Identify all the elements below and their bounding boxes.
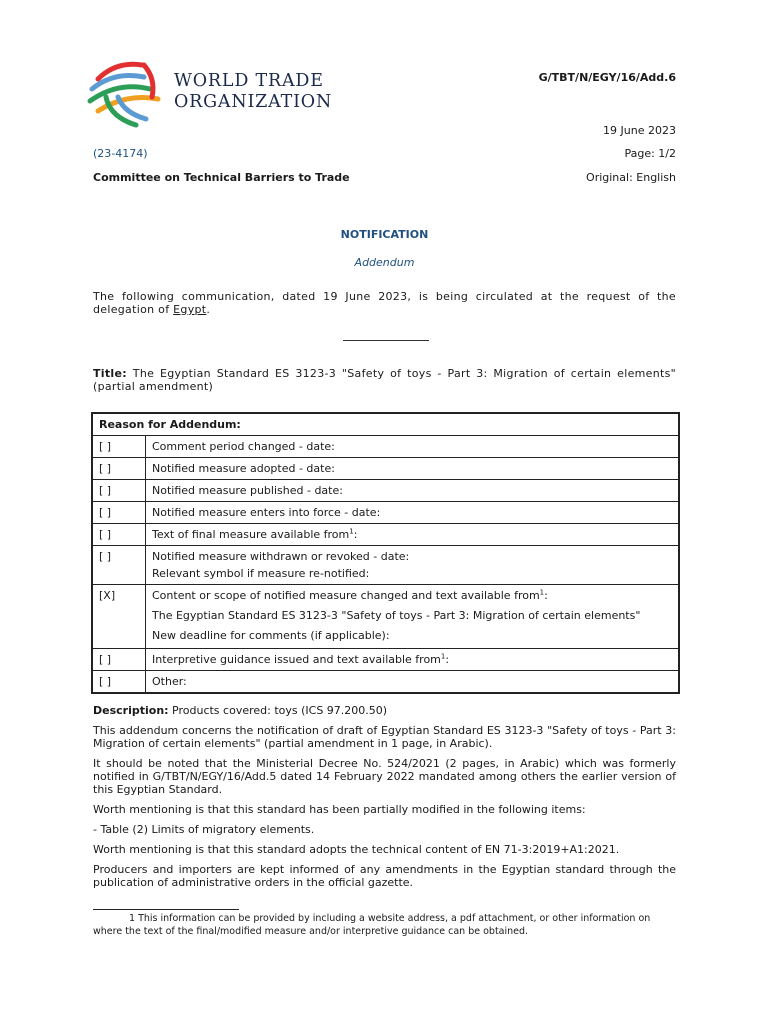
table-row [92, 480, 679, 502]
footnote-ref: 1 [539, 588, 545, 597]
reason-text-tail: : [445, 653, 450, 666]
checkbox-mark: [ ] [92, 458, 146, 480]
reason-text: Interpretive guidance issued and text available from [152, 653, 441, 666]
org-name-line2: ORGANIZATION [174, 92, 333, 112]
description-paragraph: Worth mentioning is that this standard has been partially modified in the following items: [93, 803, 586, 816]
intro-country: Egypt [173, 303, 207, 316]
reason-table [91, 412, 680, 694]
title-text: The Egyptian Standard ES 3123-3 "Safety of toys - Part 3: Migration of certain elements"(partial amendment) [93, 367, 676, 393]
footnote-ref: 1 [440, 652, 446, 661]
checkbox-mark: [ ] [92, 502, 146, 524]
reason-text: Text of final measure available from [152, 528, 350, 541]
title-label: Title: [93, 367, 127, 380]
description-paragraph: Producers and importers are kept informed of any amendments in the Egyptian standard through the publication of administrative orders in the official gazette. [93, 863, 676, 889]
intro-text: The following communication, dated 19 June 2023, is being circulated at the request of the delegation of [93, 290, 676, 316]
table-row [92, 458, 679, 480]
checkbox-mark: [ ] [92, 546, 146, 585]
table-row [92, 502, 679, 524]
document-symbol: G/TBT/N/EGY/16/Add.6 [538, 71, 676, 84]
footnote-text: This information can be provided by including a website address, a pdf attachment, or other information on where the text of the final/modified measure and/or interpretive guidance can be obtained. [93, 913, 651, 937]
section-separator [343, 340, 429, 341]
checkbox-mark: [ ] [92, 671, 146, 694]
reason-deadline-text: New deadline for comments (if applicable): [152, 629, 390, 642]
table-row [92, 649, 679, 671]
reason-text: Notified measure withdrawn or revoked - date: [152, 550, 410, 563]
reason-text: Notified measure adopted - date: [146, 458, 680, 480]
description-paragraph: - Table (2) Limits of migratory elements. [93, 823, 315, 836]
org-name-line1: WORLD TRADE [174, 71, 324, 91]
original-language: Original: English [586, 171, 676, 184]
organization-name [174, 71, 332, 113]
table-row [92, 585, 679, 649]
checkbox-mark: [ ] [92, 649, 146, 671]
reference-number: (23-4174) [93, 147, 148, 160]
notification-heading: NOTIFICATION [340, 228, 429, 241]
reason-text: Notified measure published - date: [146, 480, 680, 502]
checkbox-mark: [X] [92, 585, 146, 649]
footnote-separator [93, 909, 239, 910]
wto-emblem-icon [84, 57, 168, 129]
committee-name: Committee on Technical Barriers to Trade [93, 171, 350, 184]
document-date: 19 June 2023 [603, 124, 676, 137]
description-section [93, 704, 676, 896]
checkbox-mark: [ ] [92, 480, 146, 502]
reason-text-cell [146, 585, 680, 649]
checkbox-mark: [ ] [92, 436, 146, 458]
description-lead [93, 704, 676, 717]
reason-text: Other: [146, 671, 680, 694]
reason-text-cell [146, 546, 680, 585]
page-indicator: Page: 1/2 [624, 147, 676, 160]
description-paragraph: This addendum concerns the notification of draft of Egyptian Standard ES 3123-3 "Safety of toys - Part 3: Migration of certain elements" (partial amendment in 1 page, in Arabic). [93, 724, 676, 750]
footnote [93, 913, 676, 938]
table-row [92, 524, 679, 546]
footnote-number: 1 [129, 913, 136, 924]
reason-text-tail: : [353, 528, 358, 541]
description-paragraph: Worth mentioning is that this standard adopts the technical content of EN 71-3:2019+A1:2021. [93, 843, 620, 856]
table-row [92, 436, 679, 458]
reason-text: Content or scope of notified measure changed and text available from [152, 589, 540, 602]
intro-period: . [206, 303, 211, 316]
reason-text: Notified measure enters into force - date: [146, 502, 680, 524]
description-label: Description: [93, 704, 169, 717]
reason-text-cell [146, 649, 680, 671]
reason-text-cell [146, 524, 680, 546]
reason-extra-text: Relevant symbol if measure re-notified: [152, 567, 370, 580]
intro-paragraph [93, 290, 676, 316]
title-paragraph [93, 367, 676, 393]
reason-text-tail: : [544, 589, 548, 602]
reason-table-header-row [92, 413, 679, 436]
checkbox-mark: [ ] [92, 524, 146, 546]
reason-text: Comment period changed - date: [146, 436, 680, 458]
reason-table-header: Reason for Addendum: [92, 413, 679, 436]
wto-logo [84, 57, 334, 129]
footnote-ref: 1 [349, 527, 354, 536]
table-row [92, 671, 679, 694]
table-row [92, 546, 679, 585]
description-paragraph: It should be noted that the Ministerial Decree No. 524/2021 (2 pages, in Arabic) which was formerly notified in G/TBT/N/EGY/16/Add.5 dated 14 February 2022 mandated among others the earlier version of this Egyptian Standard. [93, 757, 676, 796]
addendum-subheading: Addendum [354, 256, 415, 269]
description-lead-text: Products covered: toys (ICS 97.200.50) [168, 704, 388, 717]
reason-detail-text: The Egyptian Standard ES 3123-3 "Safety of toys - Part 3: Migration of certain elements" [152, 609, 641, 622]
